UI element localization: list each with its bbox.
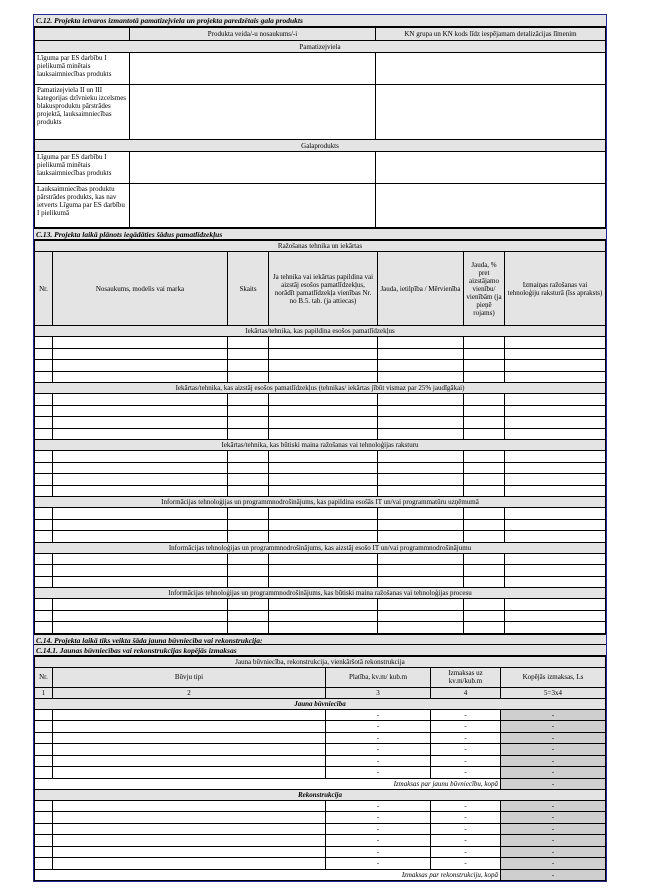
- c14-table: [34, 656, 606, 881]
- c13-table-row: [35, 417, 606, 429]
- c14-super-header: Jauna būvniecība, rekonstrukcija, vienkāršotā rekonstrukcija: [35, 656, 606, 667]
- c13-cell-replaces[interactable]: [269, 348, 378, 360]
- c13-table-row: [35, 348, 606, 360]
- c13-cell-nr[interactable]: [35, 394, 53, 406]
- c13-cell-count[interactable]: [228, 474, 269, 486]
- c14-recon-cell-area[interactable]: -: [326, 835, 431, 847]
- c13-cell-changes[interactable]: [505, 405, 606, 417]
- c14-recon-table-row: [35, 800, 606, 812]
- c14-new-cell-cost-unit[interactable]: -: [431, 767, 501, 779]
- c13-cell-nr[interactable]: [35, 565, 53, 577]
- c12-row-raw-2-label: Pamatizejviela II un III kategorijas dzīvnieku izcelsmes blakusproduktu pārstrādes projektā, lauksaimniecības produkts: [35, 85, 130, 140]
- c14-colnum-2: 2: [53, 687, 326, 698]
- c13-cell-count[interactable]: [228, 565, 269, 577]
- c13-table-row: [35, 622, 606, 634]
- c12-empty-head: [35, 28, 130, 41]
- c13-cell-name[interactable]: [53, 405, 228, 417]
- c13-cell-count[interactable]: [228, 622, 269, 634]
- c14-new-cell-total: -: [501, 721, 606, 733]
- c14-new-cell-type[interactable]: [53, 767, 326, 779]
- c13-cell-name[interactable]: [53, 428, 228, 440]
- c14-head-area: Platība, kv.m/ kub.m: [326, 667, 431, 687]
- c12-row-final-2-kn[interactable]: [376, 184, 606, 228]
- c13-cell-name[interactable]: [53, 565, 228, 577]
- c13-table-row: [35, 337, 606, 349]
- c13-cell-changes[interactable]: [505, 565, 606, 577]
- c13-cell-count[interactable]: [228, 451, 269, 463]
- c13-table-row: [35, 462, 606, 474]
- c13-head-replaces: Ja tehnika vai iekārtas papildina vai aizstāj esošos pamatlīdzekļus, norādīt pamatlīdzekļa vienības Nr. no B.5. tab. (ja attiecas): [269, 252, 378, 326]
- c14-recon-total-label: Izmaksas par rekonstrukciju, kopā: [35, 869, 501, 880]
- c13-cell-changes[interactable]: [505, 576, 606, 588]
- c14-new-cell-area[interactable]: -: [326, 721, 431, 733]
- c13-cell-name[interactable]: [53, 553, 228, 565]
- c13-table-row: [35, 451, 606, 463]
- c14-recon-cell-area[interactable]: -: [326, 812, 431, 824]
- c14-recon-cell-area[interactable]: -: [326, 800, 431, 812]
- c13-cell-changes[interactable]: [505, 337, 606, 349]
- c14-new-cell-type[interactable]: [53, 755, 326, 767]
- c14-new-cell-type[interactable]: [53, 732, 326, 744]
- c13-table-row: [35, 576, 606, 588]
- c14-recon-cell-cost-unit[interactable]: -: [431, 858, 501, 870]
- c13-cell-capacity[interactable]: [378, 428, 464, 440]
- c14-new-cell-type[interactable]: [53, 744, 326, 756]
- c14-recon-table-row: [35, 846, 606, 858]
- c12-table: [34, 27, 606, 228]
- c14-head-cost-unit: Izmaksas uz kv.m/kub.m: [431, 667, 501, 687]
- c13-cell-power-pct[interactable]: [464, 519, 505, 531]
- c13-cell-replaces[interactable]: [269, 474, 378, 486]
- c12-row-final-1-kn[interactable]: [376, 152, 606, 184]
- c13-cell-replaces[interactable]: [269, 565, 378, 577]
- c13-cell-count[interactable]: [228, 417, 269, 429]
- c14-recon-table-row: [35, 823, 606, 835]
- c13-cell-name[interactable]: [53, 508, 228, 520]
- c13-cell-power-pct[interactable]: [464, 553, 505, 565]
- c14-recon-cell-nr[interactable]: [35, 846, 53, 858]
- c12-row-final-2-product[interactable]: [130, 184, 376, 228]
- c13-cell-replaces[interactable]: [269, 622, 378, 634]
- c13-cell-changes[interactable]: [505, 519, 606, 531]
- c13-table-row: [35, 519, 606, 531]
- c13-table-row: [35, 531, 606, 543]
- c13-cell-nr[interactable]: [35, 405, 53, 417]
- c14-new-cell-nr[interactable]: [35, 744, 53, 756]
- c13-cell-replaces[interactable]: [269, 610, 378, 622]
- c14-colnum-3: 3: [326, 687, 431, 698]
- c13-cell-nr[interactable]: [35, 508, 53, 520]
- c12-col-product: Produkta veida/-u nosaukums/-i: [130, 28, 376, 41]
- c13-cell-capacity[interactable]: [378, 622, 464, 634]
- c13-cell-nr[interactable]: [35, 553, 53, 565]
- c13-cell-count[interactable]: [228, 519, 269, 531]
- c13-cell-replaces[interactable]: [269, 462, 378, 474]
- c13-cell-changes[interactable]: [505, 599, 606, 611]
- c13-cell-replaces[interactable]: [269, 599, 378, 611]
- c13-cell-replaces[interactable]: [269, 485, 378, 497]
- c13-cell-replaces[interactable]: [269, 371, 378, 383]
- c13-table-row: [35, 565, 606, 577]
- c14-new-cell-nr[interactable]: [35, 755, 53, 767]
- c13-cell-name[interactable]: [53, 531, 228, 543]
- c14-recon-cell-cost-unit[interactable]: -: [431, 823, 501, 835]
- c13-cell-nr[interactable]: [35, 462, 53, 474]
- c14-recon-cell-type[interactable]: [53, 858, 326, 870]
- c13-table-row: [35, 508, 606, 520]
- c12-row-raw-1-label: Līguma par ES darbību I pielikumā minētais lauksaimniecības produkts: [35, 53, 130, 85]
- c13-cell-changes[interactable]: [505, 553, 606, 565]
- c13-cell-capacity[interactable]: [378, 360, 464, 372]
- c13-table-row: [35, 394, 606, 406]
- c13-group-header: Informācijas tehnoloģijas un programmnodrošinājums, kas būtiski maina ražošanas vai tehnoloģijas procesu: [35, 588, 606, 599]
- c13-cell-power-pct[interactable]: [464, 337, 505, 349]
- c13-cell-count[interactable]: [228, 348, 269, 360]
- c14-new-cell-nr[interactable]: [35, 767, 53, 779]
- c14-recon-cell-total: -: [501, 846, 606, 858]
- c13-cell-capacity[interactable]: [378, 337, 464, 349]
- c13-cell-count[interactable]: [228, 337, 269, 349]
- c13-cell-capacity[interactable]: [378, 599, 464, 611]
- c13-table-row: [35, 360, 606, 372]
- c12-row-raw-1-product[interactable]: [130, 53, 376, 85]
- c14-new-table-row: [35, 767, 606, 779]
- c13-cell-replaces[interactable]: [269, 553, 378, 565]
- c13-cell-nr[interactable]: [35, 417, 53, 429]
- c13-table: [34, 240, 606, 634]
- c13-cell-nr[interactable]: [35, 337, 53, 349]
- c13-cell-name[interactable]: [53, 610, 228, 622]
- c14-recon-cell-nr[interactable]: [35, 858, 53, 870]
- c14-new-table-row: [35, 744, 606, 756]
- c14-new-cell-cost-unit[interactable]: -: [431, 755, 501, 767]
- c14-new-cell-area[interactable]: -: [326, 709, 431, 721]
- c14-recon-cell-nr[interactable]: [35, 812, 53, 824]
- c13-cell-capacity[interactable]: [378, 519, 464, 531]
- c13-cell-count[interactable]: [228, 576, 269, 588]
- c13-title: C.13. Projekta laikā plānots iegādāties šādus pamatlīdzekļus: [34, 228, 606, 240]
- c12-title: C.12. Projekta ietvaros izmantotā pamatizejviela un projekta paredzētais gala produkts: [34, 15, 606, 27]
- c14-recon-section-title: Rekonstrukcija: [35, 789, 606, 800]
- c13-cell-changes[interactable]: [505, 348, 606, 360]
- c13-cell-changes[interactable]: [505, 371, 606, 383]
- c13-cell-count[interactable]: [228, 599, 269, 611]
- c14-recon-cell-type[interactable]: [53, 812, 326, 824]
- c13-cell-changes[interactable]: [505, 485, 606, 497]
- c13-cell-nr[interactable]: [35, 348, 53, 360]
- c14-recon-cell-cost-unit[interactable]: -: [431, 800, 501, 812]
- c13-table-row: [35, 553, 606, 565]
- c13-cell-name[interactable]: [53, 451, 228, 463]
- c14-recon-cell-area[interactable]: -: [326, 858, 431, 870]
- c13-cell-power-pct[interactable]: [464, 462, 505, 474]
- c14-new-cell-type[interactable]: [53, 721, 326, 733]
- c13-cell-power-pct[interactable]: [464, 451, 505, 463]
- form-page: [33, 14, 607, 882]
- c13-cell-changes[interactable]: [505, 462, 606, 474]
- c14-new-cell-total: -: [501, 709, 606, 721]
- c13-cell-count[interactable]: [228, 553, 269, 565]
- c13-cell-replaces[interactable]: [269, 394, 378, 406]
- c13-cell-capacity[interactable]: [378, 371, 464, 383]
- c13-cell-changes[interactable]: [505, 610, 606, 622]
- c14-recon-cell-nr[interactable]: [35, 823, 53, 835]
- c14-recon-cell-nr[interactable]: [35, 835, 53, 847]
- c13-group-header: Informācijas tehnoloģijas un programmnodrošinājums, kas aizstāj esošo IT un/vai programmnodrošinājumu: [35, 542, 606, 553]
- c13-cell-count[interactable]: [228, 531, 269, 543]
- c14-recon-cell-nr[interactable]: [35, 800, 53, 812]
- c14-recon-cell-cost-unit[interactable]: -: [431, 812, 501, 824]
- c13-cell-nr[interactable]: [35, 360, 53, 372]
- c14-recon-cell-total: -: [501, 823, 606, 835]
- c13-cell-count[interactable]: [228, 428, 269, 440]
- c14-recon-cell-type[interactable]: [53, 823, 326, 835]
- c12-row-raw-2-product[interactable]: [130, 85, 376, 140]
- c13-table-row: [35, 599, 606, 611]
- c13-cell-power-pct[interactable]: [464, 428, 505, 440]
- c14-recon-cell-total: -: [501, 800, 606, 812]
- c14-head-total: Kopējās izmaksas, Ls: [501, 667, 606, 687]
- c13-cell-power-pct[interactable]: [464, 417, 505, 429]
- c14-new-cell-cost-unit[interactable]: -: [431, 732, 501, 744]
- c13-head-nr: Nr.: [35, 252, 53, 326]
- c13-cell-name[interactable]: [53, 348, 228, 360]
- c14-new-table-row: [35, 721, 606, 733]
- c13-cell-count[interactable]: [228, 394, 269, 406]
- c13-cell-name[interactable]: [53, 485, 228, 497]
- c14-recon-total-value: -: [501, 869, 606, 880]
- c13-group-header: Iekārtas/tehnika, kas papildina esošos pamatlīdzekļus: [35, 326, 606, 337]
- c13-cell-power-pct[interactable]: [464, 622, 505, 634]
- c13-head-capacity: Jauda, ietilpība / Mērvienība: [378, 252, 464, 326]
- c13-head-changes: Izmaiņas ražošanas vai tehnoloģiju raksturā (īss apraksts): [505, 252, 606, 326]
- c13-cell-power-pct[interactable]: [464, 371, 505, 383]
- c14-new-cell-cost-unit[interactable]: -: [431, 709, 501, 721]
- c13-cell-capacity[interactable]: [378, 531, 464, 543]
- c14-recon-cell-cost-unit[interactable]: -: [431, 846, 501, 858]
- c14-new-total-value: -: [501, 778, 606, 789]
- c13-cell-changes[interactable]: [505, 360, 606, 372]
- c13-cell-changes[interactable]: [505, 508, 606, 520]
- c14-recon-cell-total: -: [501, 835, 606, 847]
- c13-group-header: Iekārtas/tehnika, kas aizstāj esošos pamatlīdzekļus (tehnikas/ iekārtas jībūt vismaz par 25% jaudīgākai): [35, 383, 606, 394]
- c13-cell-name[interactable]: [53, 576, 228, 588]
- c13-table-row: [35, 485, 606, 497]
- c13-cell-name[interactable]: [53, 337, 228, 349]
- c13-cell-power-pct[interactable]: [464, 360, 505, 372]
- c13-cell-changes[interactable]: [505, 394, 606, 406]
- c14-new-cell-area[interactable]: -: [326, 767, 431, 779]
- c12-row-raw-2-kn[interactable]: [376, 85, 606, 140]
- c13-cell-power-pct[interactable]: [464, 565, 505, 577]
- c13-cell-capacity[interactable]: [378, 576, 464, 588]
- c13-cell-capacity[interactable]: [378, 417, 464, 429]
- c13-cell-nr[interactable]: [35, 428, 53, 440]
- c14-new-cell-area[interactable]: -: [326, 732, 431, 744]
- c13-table-row: [35, 610, 606, 622]
- c13-cell-changes[interactable]: [505, 474, 606, 486]
- c13-cell-capacity[interactable]: [378, 451, 464, 463]
- c13-cell-name[interactable]: [53, 417, 228, 429]
- c13-cell-replaces[interactable]: [269, 337, 378, 349]
- c13-cell-nr[interactable]: [35, 371, 53, 383]
- c13-cell-name[interactable]: [53, 519, 228, 531]
- c13-cell-power-pct[interactable]: [464, 576, 505, 588]
- c14-head-nr: Nr.: [35, 667, 53, 687]
- c14-head-type: Būvju tipi: [53, 667, 326, 687]
- c14-new-cell-cost-unit[interactable]: -: [431, 721, 501, 733]
- c13-cell-name[interactable]: [53, 474, 228, 486]
- c13-cell-capacity[interactable]: [378, 462, 464, 474]
- c13-cell-count[interactable]: [228, 508, 269, 520]
- c13-cell-count[interactable]: [228, 360, 269, 372]
- c13-cell-power-pct[interactable]: [464, 531, 505, 543]
- c13-cell-name[interactable]: [53, 371, 228, 383]
- c13-cell-nr[interactable]: [35, 576, 53, 588]
- c13-cell-capacity[interactable]: [378, 508, 464, 520]
- c12-row-raw-1-kn[interactable]: [376, 53, 606, 85]
- c13-cell-nr[interactable]: [35, 485, 53, 497]
- c13-group-header: Informācijas tehnoloģijas un programmnodrošinājums, kas papildina esošās IT un/vai programmatūru uzņēmumā: [35, 497, 606, 508]
- c14-recon-cell-total: -: [501, 812, 606, 824]
- c13-cell-replaces[interactable]: [269, 508, 378, 520]
- c13-cell-count[interactable]: [228, 462, 269, 474]
- c13-cell-count[interactable]: [228, 371, 269, 383]
- c13-head-power-pct: Jauda, % pret aizstājamo vienību/ vienībām (ja pieņē rojams): [464, 252, 505, 326]
- c14-new-table-row: [35, 755, 606, 767]
- c13-cell-nr[interactable]: [35, 610, 53, 622]
- c13-cell-nr[interactable]: [35, 519, 53, 531]
- c14-new-section-title: Jauna būvniecība: [35, 698, 606, 709]
- c14-title: C.14. Projekta laikā tiks veikta šāda jauna būvniecība vai rekonstrukcija:: [34, 634, 606, 645]
- c14-new-cell-area[interactable]: -: [326, 744, 431, 756]
- c13-cell-replaces[interactable]: [269, 405, 378, 417]
- c13-cell-power-pct[interactable]: [464, 599, 505, 611]
- c14-sub-title: C.14.1. Jaunas būvniecības vai rekonstrukcijas kopējās izmaksas: [34, 645, 606, 656]
- c13-cell-capacity[interactable]: [378, 394, 464, 406]
- c13-cell-count[interactable]: [228, 405, 269, 417]
- c13-head-count: Skaits: [228, 252, 269, 326]
- c14-colnum-1: 1: [35, 687, 53, 698]
- c14-recon-cell-cost-unit[interactable]: -: [431, 835, 501, 847]
- c14-recon-cell-type[interactable]: [53, 846, 326, 858]
- c13-cell-power-pct[interactable]: [464, 474, 505, 486]
- c12-section-final: Galaprodukts: [35, 140, 606, 152]
- c13-cell-changes[interactable]: [505, 428, 606, 440]
- c13-cell-name[interactable]: [53, 462, 228, 474]
- c14-new-cell-total: -: [501, 744, 606, 756]
- c13-cell-capacity[interactable]: [378, 348, 464, 360]
- c14-recon-cell-area[interactable]: -: [326, 823, 431, 835]
- c13-cell-changes[interactable]: [505, 531, 606, 543]
- c13-table-row: [35, 474, 606, 486]
- c13-super-header: Ražošanas tehnika un iekārtas: [35, 241, 606, 252]
- c13-cell-nr[interactable]: [35, 531, 53, 543]
- c13-cell-power-pct[interactable]: [464, 405, 505, 417]
- c13-cell-power-pct[interactable]: [464, 610, 505, 622]
- c13-cell-capacity[interactable]: [378, 474, 464, 486]
- c13-cell-nr[interactable]: [35, 599, 53, 611]
- c13-cell-replaces[interactable]: [269, 576, 378, 588]
- c13-cell-capacity[interactable]: [378, 405, 464, 417]
- c12-section-raw: Pamatizejviela: [35, 41, 606, 53]
- c13-cell-capacity[interactable]: [378, 485, 464, 497]
- c14-new-table-row: [35, 732, 606, 744]
- c14-new-table-row: [35, 709, 606, 721]
- c13-cell-power-pct[interactable]: [464, 485, 505, 497]
- c13-cell-nr[interactable]: [35, 451, 53, 463]
- c14-recon-table-row: [35, 812, 606, 824]
- c14-new-total-label: Izmaksas par jaunu būvniecību, kopā: [35, 778, 501, 789]
- c14-new-cell-cost-unit[interactable]: -: [431, 744, 501, 756]
- c13-cell-name[interactable]: [53, 599, 228, 611]
- c13-cell-changes[interactable]: [505, 417, 606, 429]
- c14-recon-table-row: [35, 858, 606, 870]
- c13-cell-count[interactable]: [228, 610, 269, 622]
- c14-recon-cell-type[interactable]: [53, 835, 326, 847]
- c13-cell-name[interactable]: [53, 360, 228, 372]
- c13-cell-power-pct[interactable]: [464, 508, 505, 520]
- c14-new-cell-nr[interactable]: [35, 709, 53, 721]
- c14-colnum-5: 5=3x4: [501, 687, 606, 698]
- c13-cell-name[interactable]: [53, 394, 228, 406]
- c14-new-cell-type[interactable]: [53, 709, 326, 721]
- c13-cell-power-pct[interactable]: [464, 348, 505, 360]
- c12-row-final-1-label: Līguma par ES darbību I pielikumā minētais lauksaimniecības produkts: [35, 152, 130, 184]
- c14-colnum-4: 4: [431, 687, 501, 698]
- c14-recon-cell-type[interactable]: [53, 800, 326, 812]
- c13-table-row: [35, 371, 606, 383]
- c14-recon-cell-total: -: [501, 858, 606, 870]
- c14-new-cell-total: -: [501, 767, 606, 779]
- c12-row-final-2-label: Lauksaimniecības produktu pārstrādes produkts, kas nav ietverts Līguma par ES darbību I pielikumā: [35, 184, 130, 228]
- c13-cell-replaces[interactable]: [269, 417, 378, 429]
- c13-cell-changes[interactable]: [505, 451, 606, 463]
- c13-cell-replaces[interactable]: [269, 360, 378, 372]
- c14-new-cell-nr[interactable]: [35, 721, 53, 733]
- c13-cell-nr[interactable]: [35, 474, 53, 486]
- c13-cell-replaces[interactable]: [269, 531, 378, 543]
- c14-new-cell-total: -: [501, 755, 606, 767]
- c13-cell-capacity[interactable]: [378, 565, 464, 577]
- c14-recon-table-row: [35, 835, 606, 847]
- c12-row-final-1-product[interactable]: [130, 152, 376, 184]
- c13-cell-replaces[interactable]: [269, 451, 378, 463]
- c13-cell-changes[interactable]: [505, 622, 606, 634]
- c13-cell-replaces[interactable]: [269, 428, 378, 440]
- c13-head-name: Nosaukums, modelis vai marka: [53, 252, 228, 326]
- c13-table-row: [35, 428, 606, 440]
- c13-cell-capacity[interactable]: [378, 553, 464, 565]
- c13-table-row: [35, 405, 606, 417]
- c13-cell-name[interactable]: [53, 622, 228, 634]
- c13-cell-replaces[interactable]: [269, 519, 378, 531]
- c13-cell-count[interactable]: [228, 485, 269, 497]
- c13-group-header: Iekārtas/tehnika, kas būtiski maina ražošanas vai tehnoloģijas raksturu: [35, 440, 606, 451]
- c12-col-kn: KN grupa un KN kods līdz iespējamam detalizācijas līmenim: [376, 28, 606, 41]
- c14-new-cell-total: -: [501, 732, 606, 744]
- c13-cell-capacity[interactable]: [378, 610, 464, 622]
- c14-new-cell-nr[interactable]: [35, 732, 53, 744]
- c14-new-cell-area[interactable]: -: [326, 755, 431, 767]
- c13-cell-power-pct[interactable]: [464, 394, 505, 406]
- c13-cell-nr[interactable]: [35, 622, 53, 634]
- c14-recon-cell-area[interactable]: -: [326, 846, 431, 858]
